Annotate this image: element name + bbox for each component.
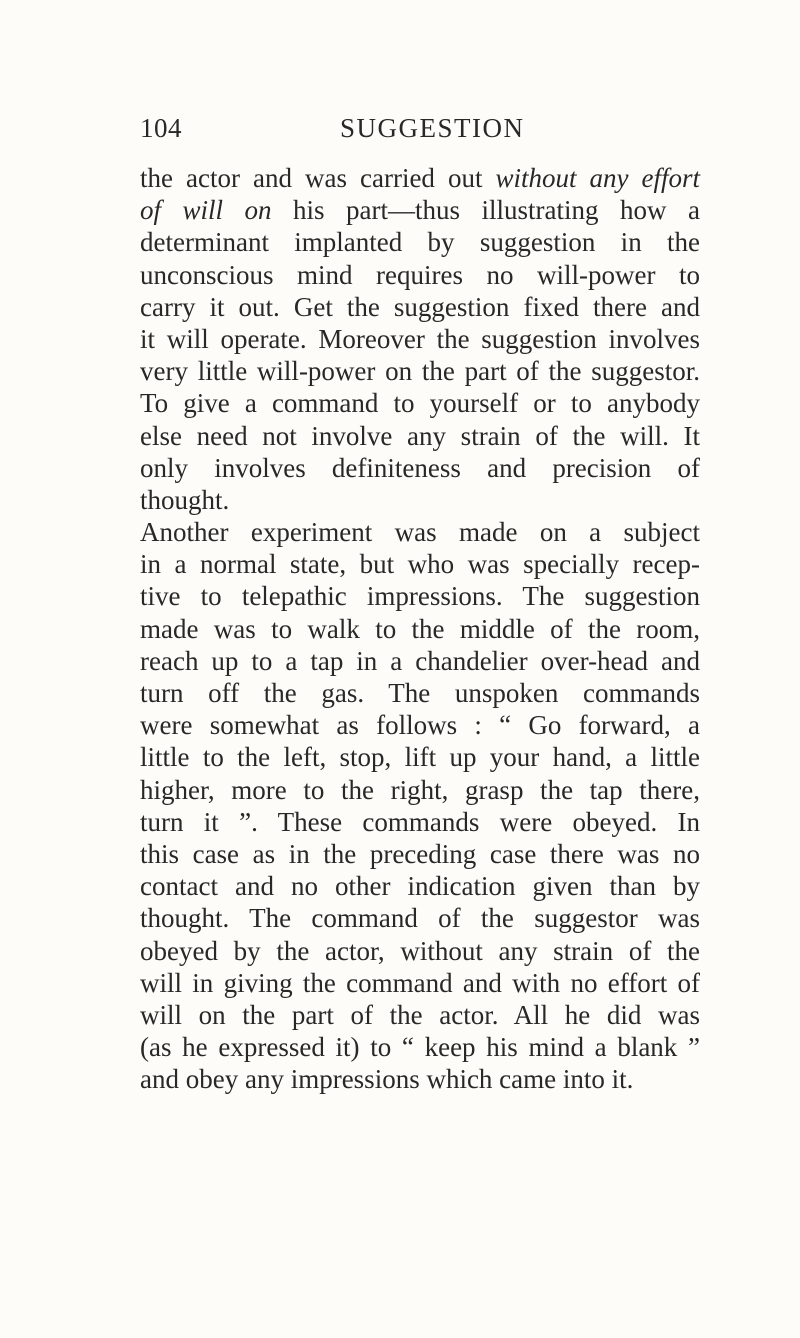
text-segment: his part—thus illustrating how a (271, 195, 701, 226)
text-line (140, 1063, 700, 1095)
text-line (140, 741, 700, 773)
text-segment: it will operate. Moreover the suggestion involves (140, 323, 700, 354)
text-segment: determinant implanted by suggestion in the (140, 227, 700, 258)
text-segment: turn it ”. These commands were obeyed. In (140, 806, 700, 837)
text-line (140, 645, 700, 677)
text-segment: reach up to a tap in a chandelier over-head and (140, 645, 700, 676)
text-segment: were somewhat as follows : “ Go forward, a (140, 710, 700, 741)
text-segment: in a normal state, but who was specially recep- (140, 549, 700, 580)
text-line (140, 291, 700, 323)
text-segment: unconscious mind requires no will-power to (140, 259, 700, 290)
text-line (140, 452, 700, 484)
text-segment: thought. (140, 484, 230, 515)
text-line (140, 420, 700, 452)
italic-text: without any effort (495, 163, 700, 193)
text-segment: turn off the gas. The unspoken commands (140, 678, 700, 708)
text-segment: only involves definiteness and precision of (140, 452, 700, 483)
text-segment: obeyed by the actor, without any strain of the (140, 935, 700, 966)
text-line (140, 323, 700, 355)
text-segment: (as he expressed it) to “ keep his mind a blank ” (140, 1032, 700, 1063)
text-line (140, 548, 700, 580)
text-segment: very little will-power on the part of the suggestor. (140, 356, 700, 387)
text-line (140, 1031, 700, 1063)
text-line (140, 677, 700, 709)
italic-text: of will on (140, 195, 272, 226)
text-line (140, 902, 700, 934)
text-line (140, 709, 700, 741)
text-line (140, 774, 700, 806)
text-line (140, 935, 700, 967)
text-line (140, 967, 700, 999)
running-title: SUGGESTION (340, 113, 525, 143)
text-segment: will in giving the command and with no effort of (140, 967, 700, 998)
text-segment: tive to telepathic impressions. The suggestion (140, 581, 700, 612)
text-line (140, 194, 700, 226)
text-segment: Another experiment was made on a subject (140, 517, 700, 548)
text-segment: the actor and was carried out (140, 163, 496, 193)
text-segment: this case as in the preceding case there was no (140, 838, 700, 869)
text-line (140, 259, 700, 291)
text-line (140, 838, 700, 870)
text-line (140, 613, 700, 645)
text-segment: and obey any impressions which came into it. (140, 1064, 634, 1095)
text-line (140, 355, 700, 387)
text-segment: To give a command to yourself or to anybody (140, 388, 700, 419)
text-segment: made was to walk to the middle of the room, (140, 613, 700, 644)
page-number: 104 (140, 113, 182, 143)
text-segment: higher, more to the right, grasp the tap there, (140, 774, 700, 805)
text-segment: little to the left, stop, lift up your hand, a little (140, 742, 700, 773)
text-line (140, 387, 700, 419)
text-segment: will on the part of the actor. All he did was (140, 999, 700, 1030)
text-line (140, 516, 700, 548)
text-segment: carry it out. Get the suggestion fixed there and (140, 291, 700, 322)
text-line (140, 226, 700, 258)
text-line (140, 484, 700, 516)
text-line (140, 999, 700, 1031)
text-segment: contact and no other indication given than by (140, 871, 700, 902)
text-segment: else need not involve any strain of the will. It (140, 420, 700, 451)
text-line (140, 580, 700, 612)
text-line (140, 870, 700, 902)
text-segment: thought. The command of the suggestor was (140, 903, 700, 934)
running-head (140, 113, 704, 149)
body-text (140, 162, 700, 1095)
text-line (140, 806, 700, 838)
text-line (140, 162, 700, 194)
